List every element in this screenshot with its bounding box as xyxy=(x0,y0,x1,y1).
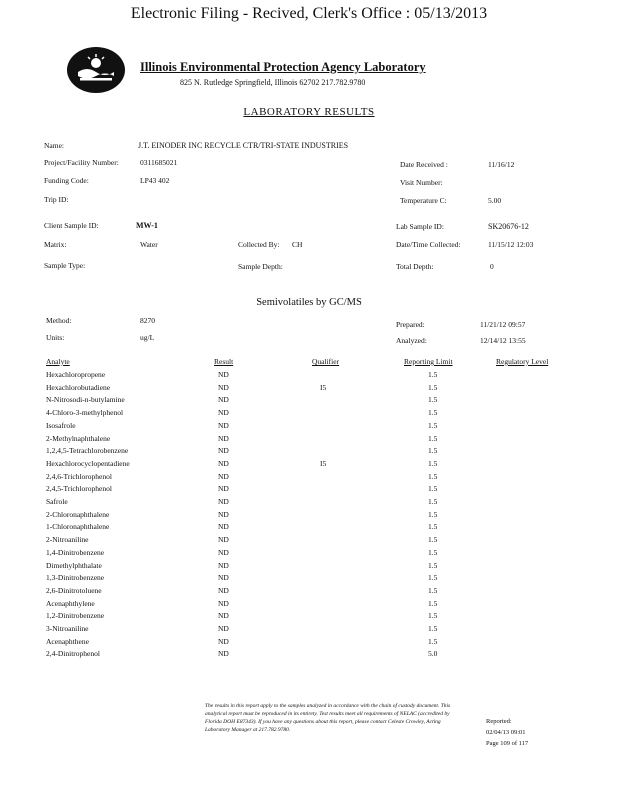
matrix-value: Water xyxy=(140,240,158,249)
analyte-cell: 2-Nitroaniline xyxy=(46,535,89,545)
result-cell: ND xyxy=(218,636,229,646)
reporting-limit-cell: 1.5 xyxy=(428,598,438,608)
name-value: J.T. EINODER INC RECYCLE CTR/TRI-STATE INDUSTRIES xyxy=(138,141,349,150)
analyte-cell: Isosafrole xyxy=(46,420,76,430)
prepared-label: Prepared: xyxy=(396,320,425,329)
lab-sample-label: Lab Sample ID: xyxy=(396,222,444,231)
table-row xyxy=(0,573,618,586)
project-value: 0311685021 xyxy=(140,158,178,167)
result-cell: ND xyxy=(218,560,229,570)
table-row xyxy=(0,510,618,523)
table-row xyxy=(0,535,618,548)
analyte-cell: 2-Methylnaphthalene xyxy=(46,433,111,443)
analyte-cell: 1,2-Dinitrobenzene xyxy=(46,611,105,621)
analyte-cell: 2,4-Dinitrophenol xyxy=(46,649,100,659)
client-sample-value: MW-1 xyxy=(136,221,158,230)
reported-value: 02/04/13 09:01 xyxy=(486,729,526,736)
result-cell: ND xyxy=(218,395,229,405)
units-label: Units: xyxy=(46,333,65,342)
temperature-label: Temperature C: xyxy=(400,196,447,205)
analyte-cell: Acenaphthene xyxy=(46,636,89,646)
table-row xyxy=(0,611,618,624)
table-row xyxy=(0,395,618,408)
funding-value: LP43 402 xyxy=(140,176,170,185)
reporting-limit-cell: 1.5 xyxy=(428,370,438,379)
sample-depth-label: Sample Depth: xyxy=(238,262,283,271)
funding-label: Funding Code: xyxy=(44,176,89,185)
result-cell: ND xyxy=(218,649,229,659)
result-cell: ND xyxy=(218,471,229,481)
datetime-collected-value: 11/15/12 12:03 xyxy=(488,240,534,249)
result-cell: ND xyxy=(218,433,229,443)
analyte-cell: N-Nitrosodi-n-butylamine xyxy=(46,395,125,405)
table-row xyxy=(0,624,618,637)
reporting-limit-cell: 1.5 xyxy=(428,458,438,468)
table-row xyxy=(0,383,618,396)
analyzed-value: 12/14/12 13:55 xyxy=(480,336,526,345)
total-depth-value: 0 xyxy=(490,262,494,271)
reporting-limit-cell: 1.5 xyxy=(428,509,438,519)
page-number: Page 109 of 117 xyxy=(486,740,529,747)
total-depth-label: Total Depth: xyxy=(396,262,434,271)
table-row xyxy=(0,497,618,510)
table-row xyxy=(0,484,618,497)
table-row xyxy=(0,649,618,662)
reporting-limit-cell: 1.5 xyxy=(428,636,438,646)
reporting-limit-cell: 1.5 xyxy=(428,585,438,595)
table-row xyxy=(0,561,618,574)
table-row xyxy=(0,637,618,650)
table-row xyxy=(0,548,618,561)
reporting-limit-cell: 1.5 xyxy=(428,471,438,481)
name-label: Name: xyxy=(44,141,64,150)
result-cell: ND xyxy=(218,535,229,545)
reporting-limit-cell: 1.5 xyxy=(428,395,438,405)
result-cell: ND xyxy=(218,420,229,430)
reporting-limit-cell: 1.5 xyxy=(428,573,438,583)
trip-label: Trip ID: xyxy=(44,195,69,204)
reporting-limit-cell: 1.5 xyxy=(428,560,438,570)
iepa-seal-icon xyxy=(66,46,126,94)
result-cell: ND xyxy=(218,522,229,532)
result-cell: ND xyxy=(218,497,229,506)
footer-note: The results in this report apply to the samples analyzed in accordance with the chain of custody document. This analytical report must be reproduced in its entirety. Test results meet all requirements of NELAC (accredited by Florida DOH E87343). If you have any questions about this report, please contact Celeste Crowley, Acting Laboratory Manager at 217.782.9780. xyxy=(205,703,451,733)
result-cell: ND xyxy=(218,509,229,519)
analyte-cell: Dimethylphthalate xyxy=(46,560,102,570)
result-cell: ND xyxy=(218,382,229,392)
analyte-cell: 1,3-Dinitrobenzene xyxy=(46,573,105,583)
column-header-result: Result xyxy=(214,357,234,366)
sample-type-label: Sample Type: xyxy=(44,261,86,270)
column-header-qualifier: Qualifier xyxy=(312,357,340,366)
prepared-value: 11/21/12 09:57 xyxy=(480,320,526,329)
analyte-cell: Hexachlorobutadiene xyxy=(46,382,111,392)
table-row xyxy=(0,522,618,535)
section-title: Semivolatiles by GC/MS xyxy=(256,297,362,308)
reporting-limit-cell: 1.5 xyxy=(428,408,438,418)
result-cell: ND xyxy=(218,446,229,456)
agency-address: 825 N. Rutledge Springfield, Illinois 62702 217.782.9780 xyxy=(180,78,366,87)
analyte-cell: 2-Chloronaphthalene xyxy=(46,509,110,519)
qualifier-cell: I5 xyxy=(320,458,327,468)
project-label: Project/Facility Number: xyxy=(44,158,119,167)
date-received-label: Date Received : xyxy=(400,160,448,169)
analyte-cell: Acenaphthylene xyxy=(46,598,95,608)
reporting-limit-cell: 1.5 xyxy=(428,446,438,456)
result-cell: ND xyxy=(218,585,229,595)
analyte-cell: 1-Chloronaphthalene xyxy=(46,522,110,532)
analyzed-label: Analyzed: xyxy=(396,336,427,345)
result-cell: ND xyxy=(218,624,229,633)
table-row xyxy=(0,586,618,599)
table-row xyxy=(0,599,618,612)
method-value: 8270 xyxy=(140,316,155,325)
result-cell: ND xyxy=(218,611,229,621)
result-cell: ND xyxy=(218,408,229,418)
result-cell: ND xyxy=(218,547,229,557)
filing-stamp: Electronic Filing - Recived, Clerk's Office : 05/13/2013 xyxy=(130,5,488,22)
method-label: Method: xyxy=(46,316,72,325)
visit-label: Visit Number: xyxy=(400,178,443,187)
reporting-limit-cell: 1.5 xyxy=(428,522,438,532)
analyte-cell: 3-Nitroaniline xyxy=(46,624,89,633)
result-cell: ND xyxy=(218,458,229,468)
reporting-limit-cell: 1.5 xyxy=(428,611,438,621)
analyte-cell: 2,6-Dinitrotoluene xyxy=(46,585,102,595)
column-header-regulatory-level: Regulatory Level xyxy=(496,357,549,366)
table-row xyxy=(0,472,618,485)
analyte-cell: Hexachlorocyclopentadiene xyxy=(46,458,130,468)
column-header-analyte: Analyte xyxy=(46,357,70,366)
date-received-value: 11/16/12 xyxy=(488,160,515,169)
result-cell: ND xyxy=(218,370,229,379)
reporting-limit-cell: 1.5 xyxy=(428,382,438,392)
collected-by-value: CH xyxy=(292,240,303,249)
result-cell: ND xyxy=(218,598,229,608)
column-header-reporting-limit: Reporting Limit xyxy=(404,357,453,366)
analyte-cell: 1,4-Dinitrobenzene xyxy=(46,547,105,557)
collected-by-label: Collected By: xyxy=(238,240,280,249)
reporting-limit-cell: 1.5 xyxy=(428,433,438,443)
table-row xyxy=(0,421,618,434)
agency-name: Illinois Environmental Protection Agency Laboratory xyxy=(140,60,426,74)
result-cell: ND xyxy=(218,484,229,494)
table-row xyxy=(0,459,618,472)
reported-label: Reported: xyxy=(486,718,512,725)
analyte-cell: 2,4,6-Trichlorophenol xyxy=(46,471,112,481)
reporting-limit-cell: 1.5 xyxy=(428,535,438,545)
lab-sample-value: SK20676-12 xyxy=(488,222,529,231)
page-title: LABORATORY RESULTS xyxy=(243,106,375,118)
reporting-limit-cell: 1.5 xyxy=(428,547,438,557)
analyte-cell: 1,2,4,5-Tetrachlorobenzene xyxy=(46,446,129,456)
datetime-collected-label: Date/Time Collected: xyxy=(396,240,461,249)
reporting-limit-cell: 1.5 xyxy=(428,484,438,494)
table-row xyxy=(0,370,618,383)
units-value: ug/L xyxy=(140,333,155,342)
reporting-limit-cell: 1.5 xyxy=(428,420,438,430)
reporting-limit-cell: 1.5 xyxy=(428,624,438,633)
client-sample-label: Client Sample ID: xyxy=(44,221,99,230)
table-row xyxy=(0,408,618,421)
qualifier-cell: I5 xyxy=(320,382,327,392)
temperature-value: 5.00 xyxy=(488,196,502,205)
matrix-label: Matrix: xyxy=(44,240,67,249)
result-cell: ND xyxy=(218,573,229,583)
reporting-limit-cell: 5.0 xyxy=(428,649,438,659)
table-row xyxy=(0,434,618,447)
table-row xyxy=(0,446,618,459)
analyte-cell: Safrole xyxy=(46,497,68,506)
analyte-cell: 4-Chloro-3-methylphenol xyxy=(46,408,124,418)
analyte-cell: 2,4,5-Trichlorophenol xyxy=(46,484,112,494)
reporting-limit-cell: 1.5 xyxy=(428,497,438,506)
analyte-cell: Hexachloropropene xyxy=(46,370,106,379)
